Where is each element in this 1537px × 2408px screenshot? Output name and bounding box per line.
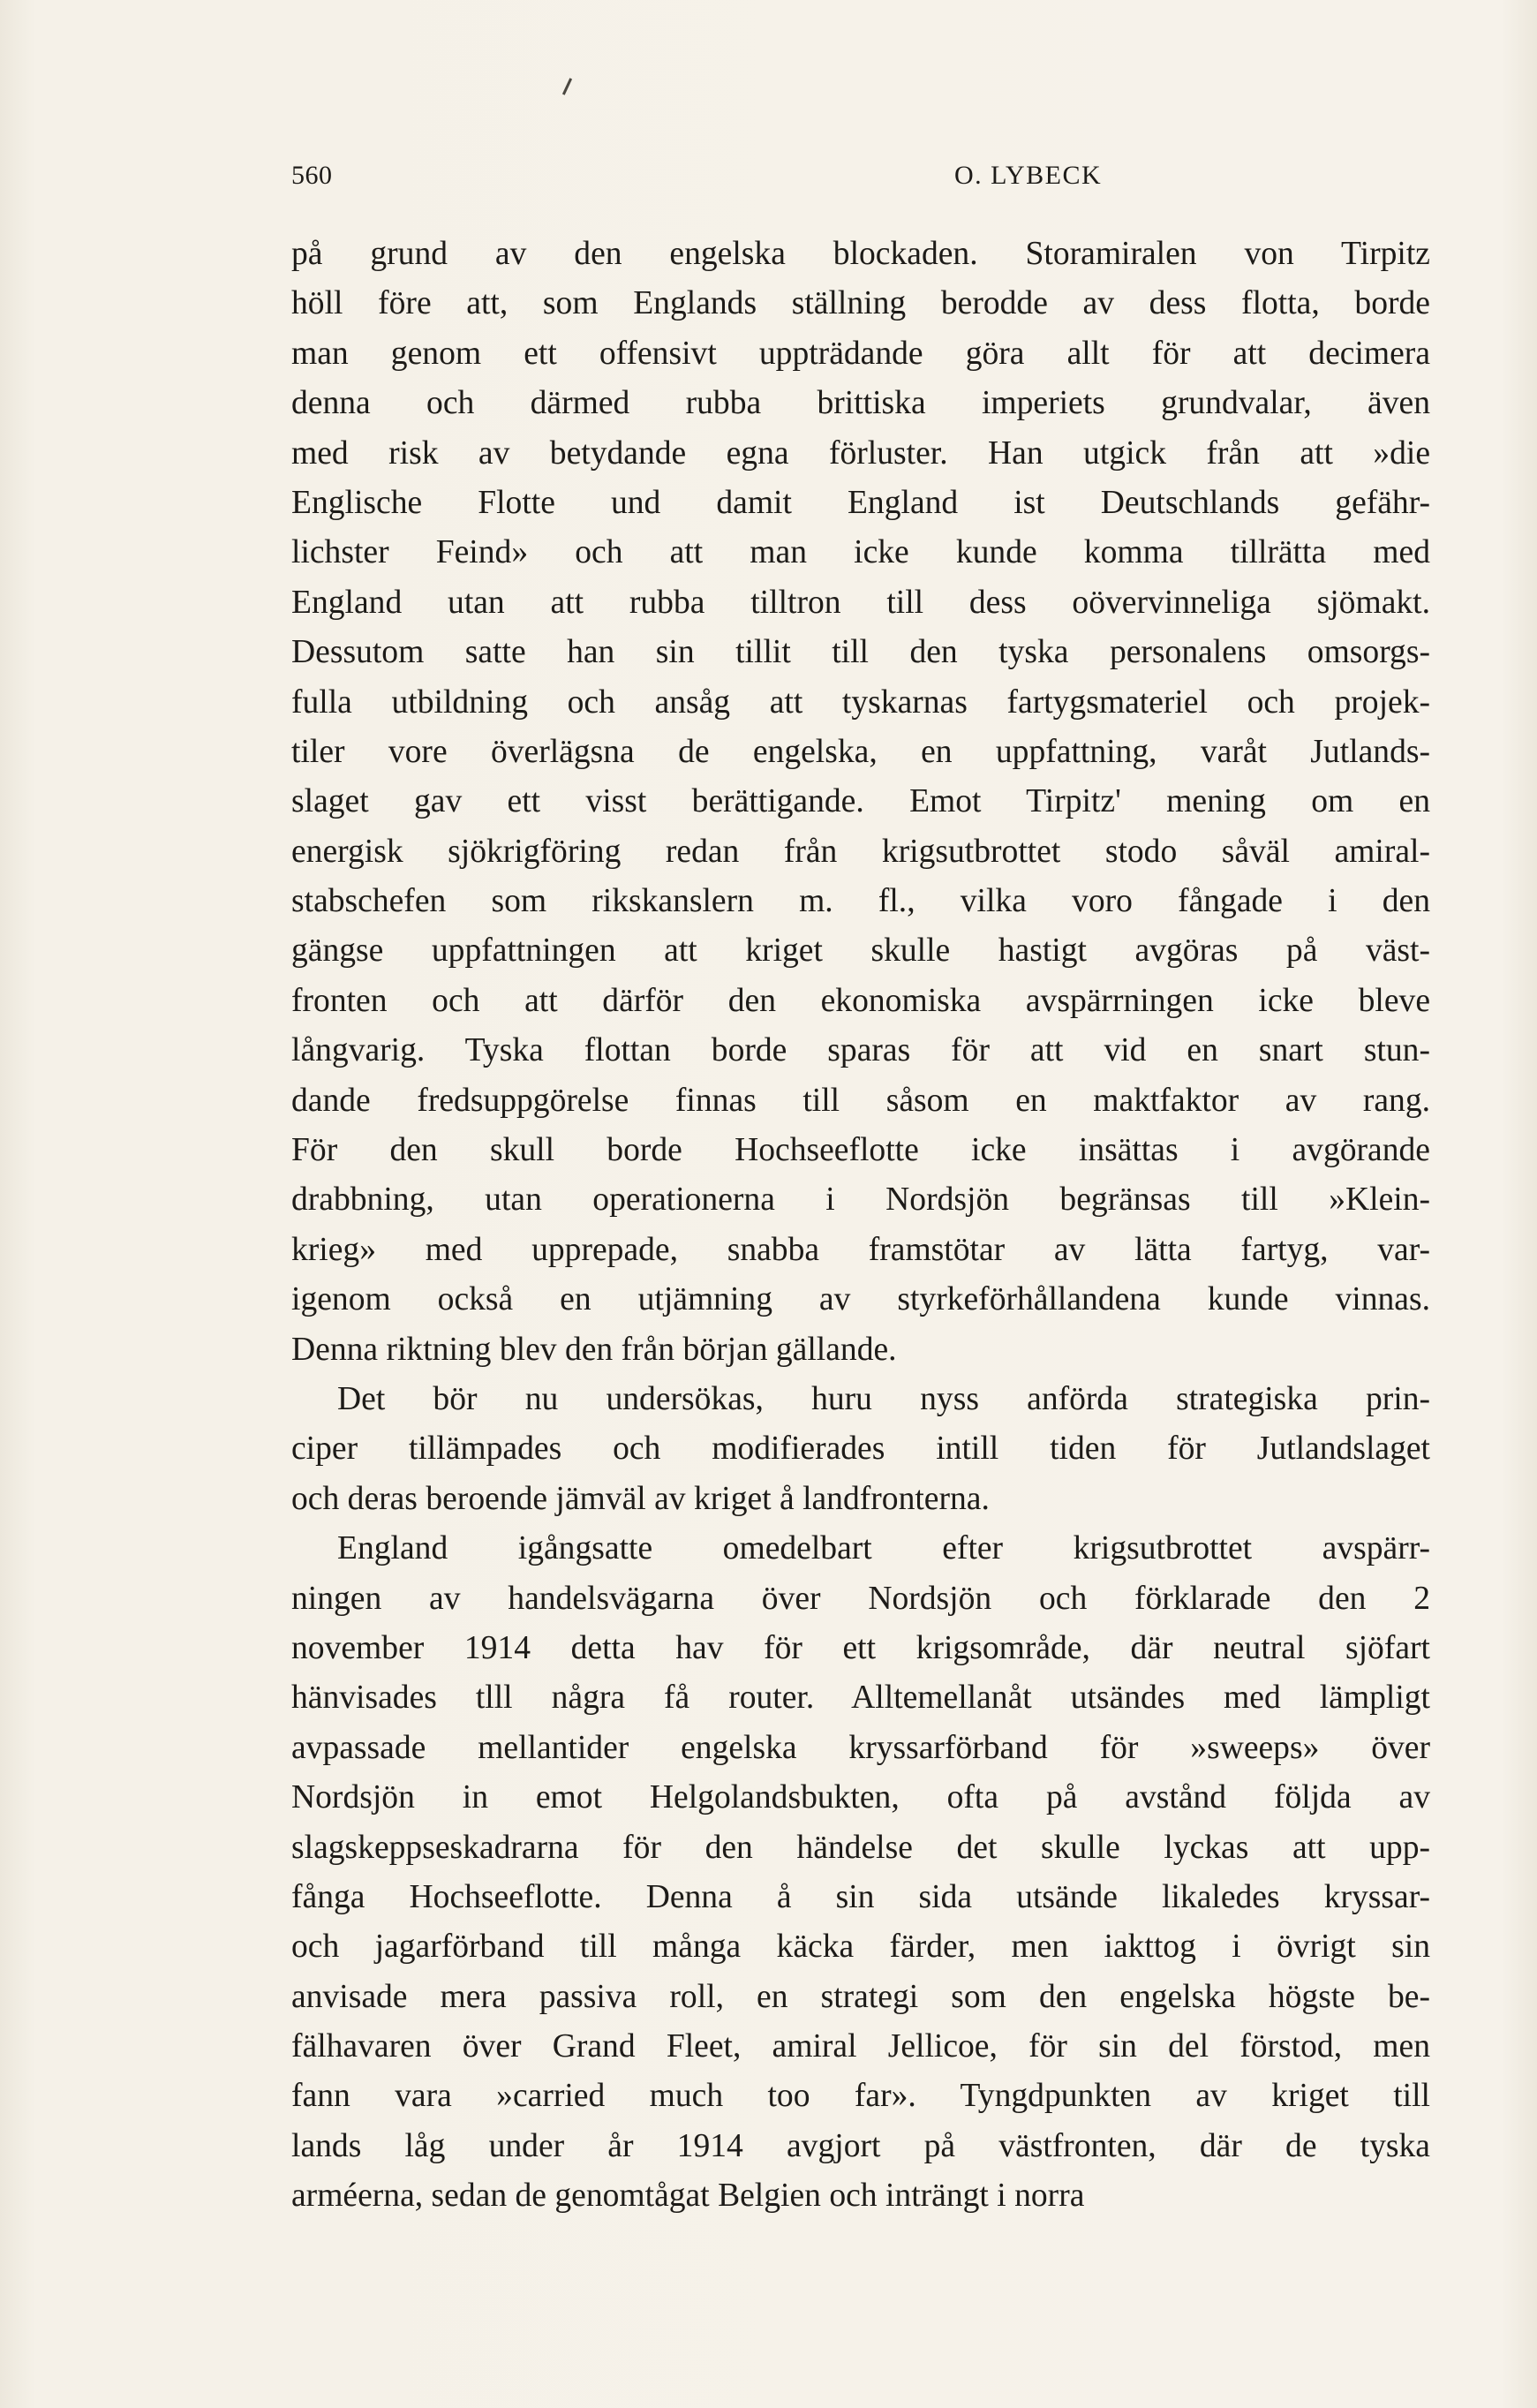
text-line: och deras beroende jämväl av kriget å landfronterna.	[291, 1480, 990, 1517]
text-line: energisk sjökrigföring redan från krigsutbrottet stodo såväl amiral-	[291, 833, 1430, 870]
text-line: Nordsjön in emot Helgolandsbukten, ofta på avstånd följda av	[291, 1779, 1430, 1816]
text-line: ningen av handelsvägarna över Nordsjön och förklarade den 2	[291, 1580, 1430, 1617]
page-number: 560	[291, 161, 333, 190]
text-line: För den skull borde Hochseeflotte icke insättas i avgörande	[291, 1132, 1430, 1169]
text-line: avpassade mellantider engelska kryssarförband för »sweeps» över	[291, 1729, 1430, 1766]
stray-pencil-mark	[562, 78, 572, 94]
paragraph	[291, 1524, 1430, 2221]
text-line: Dessutom satte han sin tillit till den tyska personalens omsorgs-	[291, 634, 1430, 671]
text-line: fälhavaren över Grand Fleet, amiral Jellicoe, för sin del förstod, men	[291, 2028, 1430, 2065]
text-line: fronten och att därför den ekonomiska avspärrningen icke bleve	[291, 982, 1430, 1019]
text-line: krieg» med upprepade, snabba framstötar av lätta fartyg, var-	[291, 1231, 1430, 1268]
text-line: arméerna, sedan de genomtågat Belgien och inträngt i norra	[291, 2178, 1085, 2215]
text-line: hänvisades tlll några få router. Alltemellanåt utsändes med lämpligt	[291, 1680, 1430, 1717]
text-line: höll före att, som Englands ställning berodde av dess flotta, borde	[291, 285, 1430, 322]
text-line: med risk av betydande egna förluster. Han utgick från att »die	[291, 434, 1430, 472]
paragraph	[291, 230, 1430, 1375]
text-line: november 1914 detta hav för ett krigsområde, där neutral sjöfart	[291, 1629, 1430, 1666]
text-line: Denna riktning blev den från början gällande.	[291, 1331, 897, 1368]
paragraph	[291, 1375, 1430, 1524]
text-line: gängse uppfattningen att kriget skulle hastigt avgöras på väst-	[291, 932, 1430, 970]
text-line: ciper tillämpades och modifierades intill tiden för Jutlandslaget	[291, 1430, 1430, 1468]
text-line: lichster Feind» och att man icke kunde komma tillrätta med	[291, 534, 1430, 571]
text-line: slagskeppseskadrarna för den händelse det skulle lyckas att upp-	[291, 1829, 1430, 1866]
running-head	[291, 161, 1430, 200]
running-title: O. LYBECK	[954, 161, 1103, 190]
text-line: England igångsatte omedelbart efter krigsutbrottet avspärr-	[337, 1530, 1430, 1567]
text-line: tiler vore överlägsna de engelska, en uppfattning, varåt Jutlands-	[291, 733, 1430, 770]
text-line: igenom också en utjämning av styrkeförhållandena kunde vinnas.	[291, 1281, 1430, 1318]
text-line: denna och därmed rubba brittiska imperiets grundvalar, även	[291, 385, 1430, 422]
text-line: på grund av den engelska blockaden. Storamiralen von Tirpitz	[291, 236, 1430, 272]
text-line: dande fredsuppgörelse finnas till såsom en maktfaktor av rang.	[291, 1082, 1430, 1119]
text-line: stabschefen som rikskanslern m. fl., vilka voro fångade i den	[291, 883, 1430, 920]
text-line: anvisade mera passiva roll, en strategi som den engelska högste be-	[291, 1978, 1430, 2015]
text-line: och jagarförband till många käcka färder, men iakttog i övrigt sin	[291, 1929, 1430, 1966]
text-line: England utan att rubba tilltron till dess oövervinneliga sjömakt.	[291, 584, 1430, 621]
body-text	[291, 230, 1430, 2222]
text-line: lands låg under år 1914 avgjort på västfronten, där de tyska	[291, 2127, 1430, 2164]
text-line: Englische Flotte und damit England ist Deutschlands gefähr-	[291, 484, 1430, 521]
text-line: fann vara »carried much too far». Tyngdpunkten av kriget till	[291, 2078, 1430, 2115]
text-line: långvarig. Tyska flottan borde sparas för att vid en snart stun-	[291, 1032, 1430, 1069]
text-line: fulla utbildning och ansåg att tyskarnas fartygsmateriel och projek-	[291, 683, 1430, 721]
text-line: man genom ett offensivt uppträdande göra allt för att decimera	[291, 335, 1430, 372]
text-line: drabbning, utan operationerna i Nordsjön begränsas till »Klein-	[291, 1181, 1430, 1219]
text-line: Det bör nu undersökas, huru nyss anförda strategiska prin-	[337, 1380, 1430, 1417]
text-line: fånga Hochseeflotte. Denna å sin sida utsände likaledes kryssar-	[291, 1878, 1430, 1915]
text-line: slaget gav ett visst berättigande. Emot Tirpitz' mening om en	[291, 783, 1430, 820]
